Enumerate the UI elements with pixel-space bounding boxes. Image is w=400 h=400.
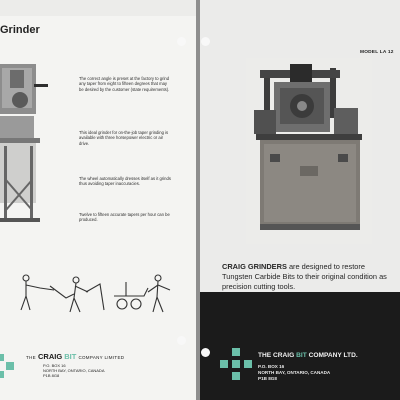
grinder-photo-left: [0, 60, 80, 230]
right-company-address: P.O. BOX 16 NORTH BAY, ONTARIO, CANADA P1B 8G8: [258, 364, 331, 381]
worker-sketches: [14, 270, 174, 320]
punch-hole-right-bottom: [201, 348, 210, 357]
right-page: [200, 0, 400, 400]
description-throughput: Twelve to fifteen accurate tapers per hour can be produced.: [79, 212, 170, 223]
craig-bit-logo-right: [220, 348, 252, 380]
description-drive-options: This ideal grinder for on-the-job taper grinding is available with three horsepower electric or air drive.: [79, 130, 169, 146]
punch-hole-left-bottom: [177, 336, 186, 345]
model-label: MODEL LA 12: [360, 50, 394, 55]
description-preset-angle: The correct angle is preset at the factory to grind any taper from eight to fifteen degrees that may be desired by the customer (state requirements).: [79, 76, 170, 92]
left-page: [0, 0, 196, 400]
headline-paragraph: CRAIG GRINDERS are designed to restore Tungsten Carbide Bits to their original condition as precision cutting tools.: [222, 262, 387, 291]
left-company-address: P.O. BOX 16 NORTH BAY, ONTARIO, CANADA P1B 8G8: [43, 363, 105, 379]
right-company-name: THE CRAIG BIT COMPANY LTD.: [258, 352, 358, 359]
grinder-photo-model: [246, 58, 372, 244]
left-page-title: Grinder: [0, 24, 40, 36]
punch-hole-right-top: [201, 37, 210, 46]
left-company-name: THE CRAIG BIT COMPANY LIMITED: [26, 352, 125, 361]
punch-hole-left-top: [177, 37, 186, 46]
description-auto-dress: The wheel automatically dresses itself as it grinds thus avoiding taper inaccuracies.: [79, 176, 171, 187]
craig-bit-logo-left: [0, 352, 20, 380]
left-top-band: [0, 0, 196, 16]
